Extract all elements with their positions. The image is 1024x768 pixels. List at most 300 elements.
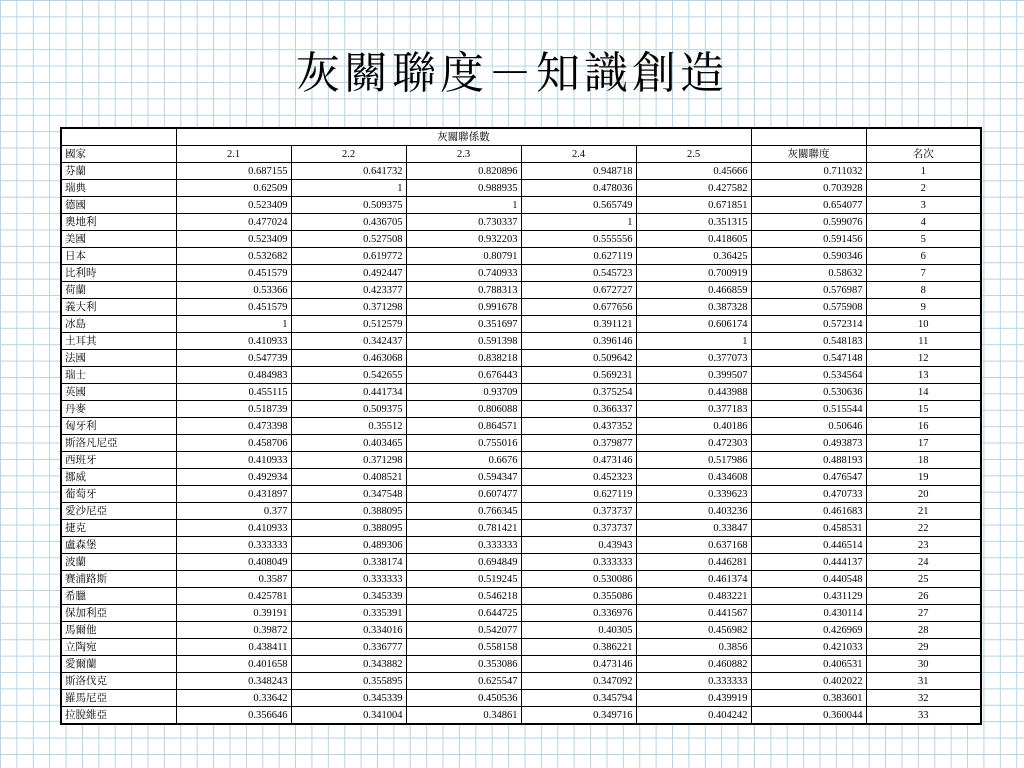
grey-grade-cell: 0.421033 xyxy=(751,639,866,656)
country-cell: 立陶宛 xyxy=(61,639,176,656)
coef-2-5-cell: 0.399507 xyxy=(636,367,751,384)
coef-2-4-cell: 0.565749 xyxy=(521,197,636,214)
coef-2-2-cell: 0.355895 xyxy=(291,673,406,690)
coef-2-2-cell: 0.463068 xyxy=(291,350,406,367)
rank-cell: 28 xyxy=(866,622,981,639)
coef-2-4-cell: 0.375254 xyxy=(521,384,636,401)
country-cell: 法國 xyxy=(61,350,176,367)
country-cell: 希臘 xyxy=(61,588,176,605)
empty-header-cell xyxy=(751,128,866,146)
coef-2-1-cell: 0.458706 xyxy=(176,435,291,452)
country-cell: 英國 xyxy=(61,384,176,401)
grey-grade-cell: 0.534564 xyxy=(751,367,866,384)
coef-2-3-cell: 0.625547 xyxy=(406,673,521,690)
header-2-4: 2.4 xyxy=(521,146,636,163)
rank-cell: 13 xyxy=(866,367,981,384)
column-header-row xyxy=(61,146,981,163)
coef-2-2-cell: 0.408521 xyxy=(291,469,406,486)
country-cell: 奧地利 xyxy=(61,214,176,231)
coef-2-3-cell: 0.788313 xyxy=(406,282,521,299)
coef-2-3-cell: 0.591398 xyxy=(406,333,521,350)
coef-2-1-cell: 0.410933 xyxy=(176,333,291,350)
group-header-row xyxy=(61,128,981,146)
coef-2-5-cell: 0.517986 xyxy=(636,452,751,469)
country-cell: 比利時 xyxy=(61,265,176,282)
grey-grade-cell: 0.711032 xyxy=(751,163,866,180)
coef-2-4-cell: 0.355086 xyxy=(521,588,636,605)
country-cell: 瑞典 xyxy=(61,180,176,197)
coef-2-3-cell: 0.820896 xyxy=(406,163,521,180)
coef-2-2-cell: 0.334016 xyxy=(291,622,406,639)
grey-grade-cell: 0.548183 xyxy=(751,333,866,350)
table-row xyxy=(61,673,981,690)
coef-2-5-cell: 0.483221 xyxy=(636,588,751,605)
coef-2-5-cell: 0.40186 xyxy=(636,418,751,435)
coef-2-5-cell: 0.466859 xyxy=(636,282,751,299)
rank-cell: 27 xyxy=(866,605,981,622)
coef-2-1-cell: 0.410933 xyxy=(176,452,291,469)
coef-2-3-cell: 0.542077 xyxy=(406,622,521,639)
grey-grade-cell: 0.488193 xyxy=(751,452,866,469)
coef-2-5-cell: 0.351315 xyxy=(636,214,751,231)
empty-header-cell xyxy=(61,128,176,146)
grey-grade-cell: 0.426969 xyxy=(751,622,866,639)
coef-2-4-cell: 0.509642 xyxy=(521,350,636,367)
coef-2-2-cell: 0.371298 xyxy=(291,299,406,316)
table-body xyxy=(61,163,981,725)
table-row xyxy=(61,571,981,588)
country-cell: 日本 xyxy=(61,248,176,265)
table-row xyxy=(61,605,981,622)
coef-2-5-cell: 0.427582 xyxy=(636,180,751,197)
coef-2-3-cell: 0.6676 xyxy=(406,452,521,469)
grey-grade-cell: 0.431129 xyxy=(751,588,866,605)
coef-2-2-cell: 0.343882 xyxy=(291,656,406,673)
coef-2-5-cell: 0.472303 xyxy=(636,435,751,452)
grey-relational-table xyxy=(60,127,982,725)
coef-2-4-cell: 0.396146 xyxy=(521,333,636,350)
table-row xyxy=(61,469,981,486)
table-row xyxy=(61,197,981,214)
rank-cell: 2 xyxy=(866,180,981,197)
coef-2-5-cell: 0.377183 xyxy=(636,401,751,418)
coef-2-3-cell: 0.558158 xyxy=(406,639,521,656)
country-cell: 愛沙尼亞 xyxy=(61,503,176,520)
coef-2-5-cell: 0.637168 xyxy=(636,537,751,554)
coef-2-5-cell: 0.418605 xyxy=(636,231,751,248)
rank-cell: 3 xyxy=(866,197,981,214)
rank-cell: 21 xyxy=(866,503,981,520)
coef-2-4-cell: 0.379877 xyxy=(521,435,636,452)
coef-2-5-cell: 0.36425 xyxy=(636,248,751,265)
coef-2-3-cell: 0.781421 xyxy=(406,520,521,537)
coef-2-2-cell: 0.336777 xyxy=(291,639,406,656)
coef-2-1-cell: 0.62509 xyxy=(176,180,291,197)
grey-grade-cell: 0.58632 xyxy=(751,265,866,282)
coef-2-5-cell: 0.404242 xyxy=(636,707,751,725)
coef-2-3-cell: 0.755016 xyxy=(406,435,521,452)
coef-2-4-cell: 0.373737 xyxy=(521,520,636,537)
coef-2-4-cell: 0.473146 xyxy=(521,452,636,469)
coef-2-2-cell: 0.388095 xyxy=(291,520,406,537)
coef-2-1-cell: 0.408049 xyxy=(176,554,291,571)
grey-grade-cell: 0.493873 xyxy=(751,435,866,452)
coef-2-5-cell: 0.339623 xyxy=(636,486,751,503)
coef-2-1-cell: 0.333333 xyxy=(176,537,291,554)
country-cell: 馬爾他 xyxy=(61,622,176,639)
coef-2-2-cell: 0.341004 xyxy=(291,707,406,725)
rank-cell: 9 xyxy=(866,299,981,316)
coef-2-1-cell: 0.438411 xyxy=(176,639,291,656)
rank-cell: 12 xyxy=(866,350,981,367)
country-cell: 盧森堡 xyxy=(61,537,176,554)
grey-grade-cell: 0.402022 xyxy=(751,673,866,690)
coef-2-3-cell: 0.93709 xyxy=(406,384,521,401)
grey-grade-cell: 0.572314 xyxy=(751,316,866,333)
coef-2-2-cell: 0.436705 xyxy=(291,214,406,231)
slide-title: 灰關聯度－知識創造 xyxy=(296,48,728,99)
rank-cell: 1 xyxy=(866,163,981,180)
country-cell: 愛爾蘭 xyxy=(61,656,176,673)
rank-cell: 33 xyxy=(866,707,981,725)
rank-cell: 23 xyxy=(866,537,981,554)
rank-cell: 18 xyxy=(866,452,981,469)
coef-2-5-cell: 0.446281 xyxy=(636,554,751,571)
country-cell: 丹麥 xyxy=(61,401,176,418)
table-row xyxy=(61,435,981,452)
coef-2-2-cell: 0.345339 xyxy=(291,588,406,605)
grey-grade-cell: 0.530636 xyxy=(751,384,866,401)
table-row xyxy=(61,520,981,537)
coef-2-3-cell: 1 xyxy=(406,197,521,214)
grey-grade-cell: 0.547148 xyxy=(751,350,866,367)
coef-2-2-cell: 1 xyxy=(291,180,406,197)
coef-2-1-cell: 0.53366 xyxy=(176,282,291,299)
rank-cell: 31 xyxy=(866,673,981,690)
coef-2-4-cell: 0.349716 xyxy=(521,707,636,725)
coef-2-4-cell: 0.391121 xyxy=(521,316,636,333)
coef-2-4-cell: 0.43943 xyxy=(521,537,636,554)
coef-2-1-cell: 0.401658 xyxy=(176,656,291,673)
grey-grade-cell: 0.430114 xyxy=(751,605,866,622)
country-cell: 冰島 xyxy=(61,316,176,333)
rank-cell: 32 xyxy=(866,690,981,707)
coef-2-5-cell: 0.606174 xyxy=(636,316,751,333)
coef-2-2-cell: 0.542655 xyxy=(291,367,406,384)
coef-2-3-cell: 0.333333 xyxy=(406,537,521,554)
coef-2-2-cell: 0.492447 xyxy=(291,265,406,282)
coef-2-1-cell: 0.523409 xyxy=(176,231,291,248)
table-row xyxy=(61,367,981,384)
coef-2-1-cell: 1 xyxy=(176,316,291,333)
coef-2-1-cell: 0.484983 xyxy=(176,367,291,384)
coef-2-3-cell: 0.546218 xyxy=(406,588,521,605)
country-cell: 斯洛伐克 xyxy=(61,673,176,690)
coef-2-1-cell: 0.532682 xyxy=(176,248,291,265)
coef-2-1-cell: 0.473398 xyxy=(176,418,291,435)
coef-2-3-cell: 0.594347 xyxy=(406,469,521,486)
coef-2-1-cell: 0.33642 xyxy=(176,690,291,707)
table-row xyxy=(61,333,981,350)
coef-2-5-cell: 0.700919 xyxy=(636,265,751,282)
coef-2-5-cell: 0.460882 xyxy=(636,656,751,673)
coef-2-4-cell: 0.478036 xyxy=(521,180,636,197)
coef-2-5-cell: 0.461374 xyxy=(636,571,751,588)
coef-2-1-cell: 0.356646 xyxy=(176,707,291,725)
grey-grade-cell: 0.50646 xyxy=(751,418,866,435)
grey-grade-cell: 0.703928 xyxy=(751,180,866,197)
coef-2-3-cell: 0.519245 xyxy=(406,571,521,588)
coef-2-3-cell: 0.932203 xyxy=(406,231,521,248)
coef-2-2-cell: 0.489306 xyxy=(291,537,406,554)
header-rank: 名次 xyxy=(866,146,981,163)
table-row xyxy=(61,486,981,503)
grey-grade-cell: 0.470733 xyxy=(751,486,866,503)
grey-grade-cell: 0.440548 xyxy=(751,571,866,588)
coef-2-4-cell: 0.336976 xyxy=(521,605,636,622)
country-cell: 賽浦路斯 xyxy=(61,571,176,588)
country-cell: 德國 xyxy=(61,197,176,214)
coef-2-4-cell: 0.530086 xyxy=(521,571,636,588)
rank-cell: 15 xyxy=(866,401,981,418)
coef-2-1-cell: 0.410933 xyxy=(176,520,291,537)
table-row xyxy=(61,180,981,197)
coef-2-1-cell: 0.455115 xyxy=(176,384,291,401)
rank-cell: 10 xyxy=(866,316,981,333)
coef-2-5-cell: 0.456982 xyxy=(636,622,751,639)
coef-2-2-cell: 0.347548 xyxy=(291,486,406,503)
rank-cell: 29 xyxy=(866,639,981,656)
table-row xyxy=(61,163,981,180)
coef-2-5-cell: 0.333333 xyxy=(636,673,751,690)
country-cell: 保加利亞 xyxy=(61,605,176,622)
country-cell: 波蘭 xyxy=(61,554,176,571)
table-row xyxy=(61,350,981,367)
coef-2-1-cell: 0.523409 xyxy=(176,197,291,214)
grey-grade-cell: 0.576987 xyxy=(751,282,866,299)
grey-grade-cell: 0.461683 xyxy=(751,503,866,520)
coef-2-4-cell: 0.333333 xyxy=(521,554,636,571)
grey-grade-cell: 0.599076 xyxy=(751,214,866,231)
empty-header-cell xyxy=(866,128,981,146)
country-cell: 葡萄牙 xyxy=(61,486,176,503)
grey-grade-cell: 0.515544 xyxy=(751,401,866,418)
table-row xyxy=(61,656,981,673)
rank-cell: 5 xyxy=(866,231,981,248)
coef-2-4-cell: 1 xyxy=(521,214,636,231)
rank-cell: 25 xyxy=(866,571,981,588)
coef-2-4-cell: 0.437352 xyxy=(521,418,636,435)
coef-2-3-cell: 0.450536 xyxy=(406,690,521,707)
coef-2-5-cell: 0.434608 xyxy=(636,469,751,486)
coef-2-1-cell: 0.518739 xyxy=(176,401,291,418)
coef-2-5-cell: 0.441567 xyxy=(636,605,751,622)
table-row xyxy=(61,401,981,418)
coef-2-2-cell: 0.342437 xyxy=(291,333,406,350)
coef-2-5-cell: 0.377073 xyxy=(636,350,751,367)
header-2-3: 2.3 xyxy=(406,146,521,163)
coef-2-1-cell: 0.431897 xyxy=(176,486,291,503)
coef-2-3-cell: 0.740933 xyxy=(406,265,521,282)
coef-2-3-cell: 0.353086 xyxy=(406,656,521,673)
header-2-2: 2.2 xyxy=(291,146,406,163)
coef-2-4-cell: 0.672727 xyxy=(521,282,636,299)
rank-cell: 7 xyxy=(866,265,981,282)
coef-2-2-cell: 0.527508 xyxy=(291,231,406,248)
coef-2-1-cell: 0.547739 xyxy=(176,350,291,367)
grey-grade-cell: 0.383601 xyxy=(751,690,866,707)
table-row xyxy=(61,537,981,554)
coef-2-3-cell: 0.864571 xyxy=(406,418,521,435)
rank-cell: 16 xyxy=(866,418,981,435)
coef-2-2-cell: 0.509375 xyxy=(291,197,406,214)
header-grey-grade: 灰關聯度 xyxy=(751,146,866,163)
coef-2-2-cell: 0.509375 xyxy=(291,401,406,418)
table-row xyxy=(61,588,981,605)
country-cell: 義大利 xyxy=(61,299,176,316)
coef-2-1-cell: 0.425781 xyxy=(176,588,291,605)
coef-2-2-cell: 0.338174 xyxy=(291,554,406,571)
grey-grade-cell: 0.446514 xyxy=(751,537,866,554)
coef-2-2-cell: 0.423377 xyxy=(291,282,406,299)
rank-cell: 19 xyxy=(866,469,981,486)
table-row xyxy=(61,707,981,725)
coef-2-3-cell: 0.766345 xyxy=(406,503,521,520)
coef-2-4-cell: 0.347092 xyxy=(521,673,636,690)
table-row xyxy=(61,299,981,316)
grey-grade-cell: 0.591456 xyxy=(751,231,866,248)
grey-grade-cell: 0.458531 xyxy=(751,520,866,537)
coef-2-1-cell: 0.39872 xyxy=(176,622,291,639)
coef-2-4-cell: 0.627119 xyxy=(521,248,636,265)
coef-2-4-cell: 0.452323 xyxy=(521,469,636,486)
country-cell: 匈牙利 xyxy=(61,418,176,435)
rank-cell: 8 xyxy=(866,282,981,299)
table-row xyxy=(61,214,981,231)
coef-2-3-cell: 0.644725 xyxy=(406,605,521,622)
coef-2-4-cell: 0.386221 xyxy=(521,639,636,656)
coef-2-5-cell: 0.443988 xyxy=(636,384,751,401)
coef-2-1-cell: 0.377 xyxy=(176,503,291,520)
coef-2-5-cell: 1 xyxy=(636,333,751,350)
country-cell: 荷蘭 xyxy=(61,282,176,299)
coef-2-2-cell: 0.641732 xyxy=(291,163,406,180)
grey-grade-cell: 0.654077 xyxy=(751,197,866,214)
coef-2-5-cell: 0.45666 xyxy=(636,163,751,180)
country-cell: 捷克 xyxy=(61,520,176,537)
coef-2-2-cell: 0.35512 xyxy=(291,418,406,435)
coef-2-3-cell: 0.34861 xyxy=(406,707,521,725)
country-cell: 土耳其 xyxy=(61,333,176,350)
country-cell: 美國 xyxy=(61,231,176,248)
country-cell: 挪威 xyxy=(61,469,176,486)
table-row xyxy=(61,690,981,707)
grey-grade-cell: 0.590346 xyxy=(751,248,866,265)
country-cell: 瑞士 xyxy=(61,367,176,384)
table-row xyxy=(61,622,981,639)
coef-2-3-cell: 0.730337 xyxy=(406,214,521,231)
rank-cell: 17 xyxy=(866,435,981,452)
grey-grade-cell: 0.360044 xyxy=(751,707,866,725)
rank-cell: 26 xyxy=(866,588,981,605)
rank-cell: 22 xyxy=(866,520,981,537)
table-row xyxy=(61,503,981,520)
group-header: 灰關聯係數 xyxy=(176,128,751,146)
table-row xyxy=(61,639,981,656)
coef-2-2-cell: 0.335391 xyxy=(291,605,406,622)
table-row xyxy=(61,265,981,282)
country-cell: 斯洛凡尼亞 xyxy=(61,435,176,452)
coef-2-2-cell: 0.403465 xyxy=(291,435,406,452)
rank-cell: 4 xyxy=(866,214,981,231)
table-row xyxy=(61,384,981,401)
header-country: 國家 xyxy=(61,146,176,163)
grey-grade-cell: 0.406531 xyxy=(751,656,866,673)
coef-2-2-cell: 0.345339 xyxy=(291,690,406,707)
country-cell: 拉脫維亞 xyxy=(61,707,176,725)
rank-cell: 11 xyxy=(866,333,981,350)
grey-grade-cell: 0.476547 xyxy=(751,469,866,486)
grey-grade-cell: 0.444137 xyxy=(751,554,866,571)
rank-cell: 24 xyxy=(866,554,981,571)
coef-2-2-cell: 0.333333 xyxy=(291,571,406,588)
coef-2-1-cell: 0.687155 xyxy=(176,163,291,180)
table-row xyxy=(61,452,981,469)
coef-2-3-cell: 0.991678 xyxy=(406,299,521,316)
coef-2-5-cell: 0.671851 xyxy=(636,197,751,214)
coef-2-1-cell: 0.348243 xyxy=(176,673,291,690)
coef-2-1-cell: 0.451579 xyxy=(176,265,291,282)
coef-2-1-cell: 0.3587 xyxy=(176,571,291,588)
coef-2-4-cell: 0.569231 xyxy=(521,367,636,384)
header-2-5: 2.5 xyxy=(636,146,751,163)
coef-2-5-cell: 0.403236 xyxy=(636,503,751,520)
coef-2-1-cell: 0.492934 xyxy=(176,469,291,486)
coef-2-3-cell: 0.676443 xyxy=(406,367,521,384)
coef-2-4-cell: 0.373737 xyxy=(521,503,636,520)
coef-2-3-cell: 0.80791 xyxy=(406,248,521,265)
coef-2-2-cell: 0.441734 xyxy=(291,384,406,401)
coef-2-4-cell: 0.677656 xyxy=(521,299,636,316)
grey-grade-cell: 0.575908 xyxy=(751,299,866,316)
coef-2-5-cell: 0.439919 xyxy=(636,690,751,707)
coef-2-4-cell: 0.345794 xyxy=(521,690,636,707)
coef-2-4-cell: 0.555556 xyxy=(521,231,636,248)
coef-2-4-cell: 0.948718 xyxy=(521,163,636,180)
coef-2-5-cell: 0.33847 xyxy=(636,520,751,537)
coef-2-3-cell: 0.988935 xyxy=(406,180,521,197)
coef-2-4-cell: 0.366337 xyxy=(521,401,636,418)
coef-2-5-cell: 0.387328 xyxy=(636,299,751,316)
country-cell: 西班牙 xyxy=(61,452,176,469)
coef-2-2-cell: 0.388095 xyxy=(291,503,406,520)
coef-2-4-cell: 0.545723 xyxy=(521,265,636,282)
table-row xyxy=(61,231,981,248)
coef-2-2-cell: 0.619772 xyxy=(291,248,406,265)
table-row xyxy=(61,418,981,435)
coef-2-3-cell: 0.806088 xyxy=(406,401,521,418)
country-cell: 芬蘭 xyxy=(61,163,176,180)
coef-2-3-cell: 0.838218 xyxy=(406,350,521,367)
coef-2-3-cell: 0.351697 xyxy=(406,316,521,333)
table-row xyxy=(61,248,981,265)
coef-2-5-cell: 0.3856 xyxy=(636,639,751,656)
country-cell: 羅馬尼亞 xyxy=(61,690,176,707)
coef-2-4-cell: 0.40305 xyxy=(521,622,636,639)
coef-2-1-cell: 0.477024 xyxy=(176,214,291,231)
rank-cell: 20 xyxy=(866,486,981,503)
table-row xyxy=(61,282,981,299)
